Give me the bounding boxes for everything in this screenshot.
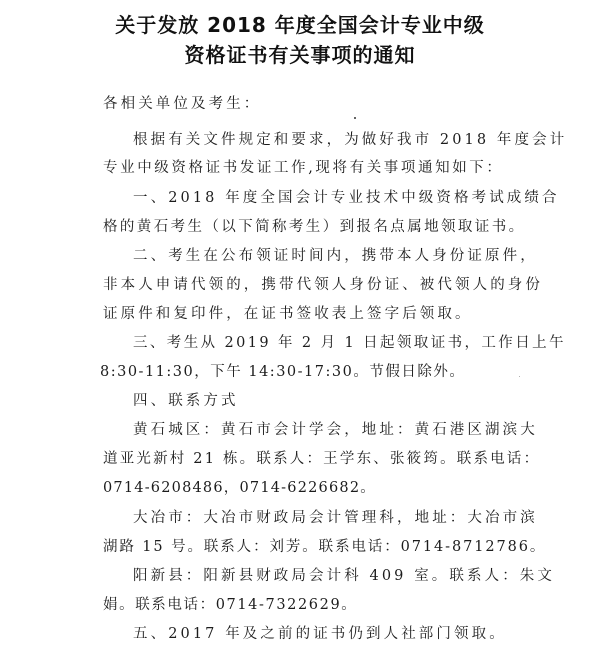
item-3-line-1: 三、考生从 2019 年 2 月 1 日起领取证书，工作日上午 (133, 335, 566, 351)
contact-huangshi-phones: 0714-6208486，0714-6226682。 (103, 480, 376, 496)
contact-yangxin-line-1: 阳新县：阳新县财政局会计科 409 室。联系人：朱文 (133, 568, 555, 584)
document-title-line-1: 关于发放 2018 年度全国会计专业中级 (115, 13, 485, 37)
item-2-line-1: 二、考生在公布领证时间内，携带本人身份证原件， (133, 248, 538, 264)
stray-mark (354, 117, 356, 119)
contact-huangshi-line-2: 道亚光新村 21 栋。联系人：王学东、张筱筠。联系电话： (103, 451, 541, 467)
item-1-line-1: 一、2018 年度全国会计专业技术中级资格考试成绩合 (133, 190, 560, 206)
item-2-line-2: 非本人申请代领的，携带代领人身份证、被代领人的身份 (103, 277, 543, 293)
contact-daye-line-1: 大冶市：大冶市财政局会计管理科，地址：大冶市滨 (133, 510, 538, 526)
intro-paragraph-line-2: 专业中级资格证书发证工作,现将有关事项通知如下： (103, 160, 504, 176)
contact-yangxin-line-2: 娟。联系电话：0714-7322629。 (103, 597, 358, 613)
item-3-line-2: 8:30-11:30，下午 14:30-17:30。节假日除外。 (100, 364, 466, 380)
stray-mark (519, 376, 520, 377)
item-5: 五、2017 年及之前的证书仍到人社部门领取。 (133, 626, 507, 642)
item-2-line-3: 证原件和复印件，在证书签收表上签字后领取。 (103, 306, 473, 322)
item-1-line-2: 格的黄石考生（以下简称考生）到报名点属地领取证书。 (103, 219, 526, 235)
document-title-line-2: 资格证书有关事项的通知 (184, 43, 416, 67)
contact-daye-line-2: 湖路 15 号。联系人：刘芳。联系电话：0714-8712786。 (103, 539, 547, 555)
contact-huangshi-line-1: 黄石城区：黄石市会计学会，地址：黄石港区湖滨大 (133, 422, 538, 438)
salutation: 各相关单位及考生： (103, 96, 262, 112)
item-4-heading: 四、联系方式 (133, 393, 239, 409)
intro-paragraph-line-1: 根据有关文件规定和要求，为做好我市 2018 年度会计 (133, 132, 568, 148)
